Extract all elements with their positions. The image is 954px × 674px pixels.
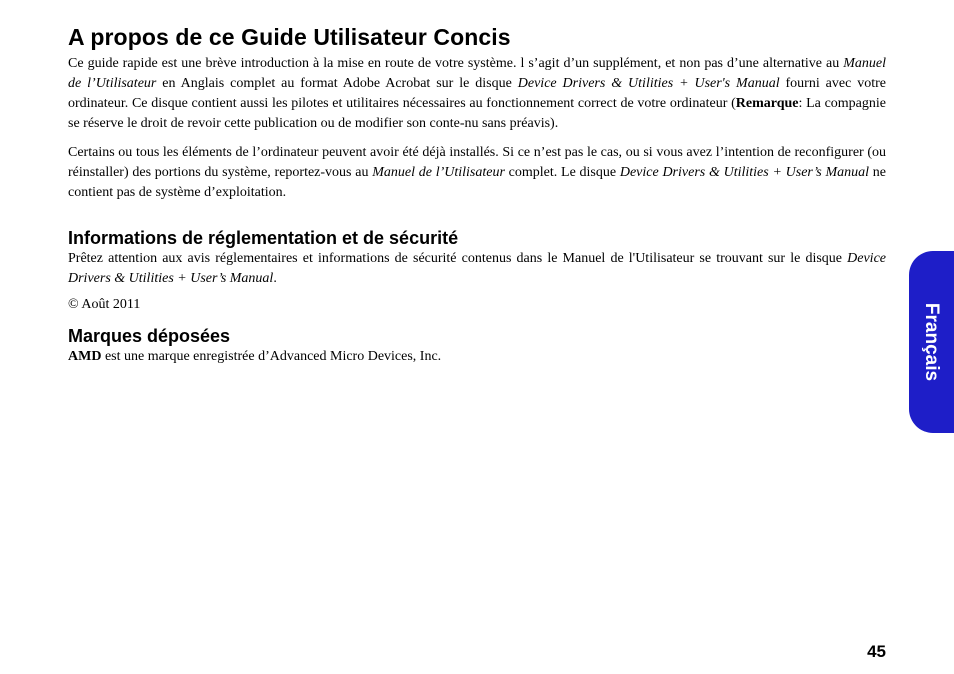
trademark-text: est une marque enregistrée d’Advanced Micro Devices, Inc. bbox=[101, 349, 442, 364]
intro-p1-text-a: Ce guide rapide est une brève introduction à la mise en route de votre système. l s’agit d’un supplément, et non pas d’une alternative au bbox=[68, 56, 844, 71]
language-tab-label: Français bbox=[921, 302, 942, 382]
intro-p1-note-label: Remarque bbox=[735, 96, 799, 111]
page-title: A propos de ce Guide Utilisateur Concis bbox=[68, 24, 511, 50]
intro-paragraph-2 bbox=[68, 143, 886, 203]
regulation-text-a: Prêtez attention aux avis réglementaires et informations de sécurité contenus dans le Manuel de l'Utilisateur se trouvant sur le disque bbox=[68, 251, 848, 266]
trademark-brand: AMD bbox=[68, 349, 102, 364]
intro-p2-manual-ref: Manuel de l’Utilisateur bbox=[372, 165, 505, 180]
regulation-heading: Informations de réglementation et de sécurité bbox=[68, 228, 459, 248]
intro-p2-text-a: Certains ou tous les éléments de l’ordinateur peuvent avoir été déjà installés. Si ce n’est pas le cas, ou si vous avez l’intention de reconfigurer (ou réinstaller) des portions du système, reportez-vous au bbox=[68, 145, 886, 180]
regulation-text-c: . bbox=[273, 271, 277, 286]
copyright-line: © Août 2011 bbox=[68, 297, 141, 312]
intro-p1-disc-ref: Device Drivers & Utilities + User's Manual bbox=[517, 76, 780, 91]
regulation-paragraph bbox=[68, 249, 886, 289]
page-number: 45 bbox=[867, 642, 886, 661]
regulation-disc-ref: Device Drivers & Utilities + User’s Manual bbox=[68, 251, 886, 286]
trademarks-heading: Marques déposées bbox=[68, 326, 231, 346]
intro-p1-text-c: en Anglais complet au format Adobe Acrobat sur le disque bbox=[156, 76, 518, 91]
intro-paragraph-1 bbox=[68, 54, 886, 134]
document-page bbox=[68, 22, 886, 367]
trademarks-paragraph bbox=[68, 347, 886, 367]
language-side-tab bbox=[909, 251, 954, 433]
intro-p1-text-g: : La compagnie se réserve le droit de revoir cette publication ou de modifier son conte-nu sans préavis). bbox=[68, 96, 886, 131]
intro-p2-disc-ref: Device Drivers & Utilities + User’s Manual bbox=[619, 165, 870, 180]
intro-p2-text-e: ne contient pas de système d’exploitation. bbox=[68, 165, 886, 200]
intro-p2-text-c: complet. Le disque bbox=[504, 165, 620, 180]
intro-p1-manual-ref: Manuel de l’Utilisateur bbox=[68, 56, 886, 91]
intro-p1-text-e: fourni avec votre ordinateur. Ce disque contient aussi les pilotes et utilitaires nécessaires au fonctionnement correct de votre ordinateur ( bbox=[68, 76, 886, 111]
